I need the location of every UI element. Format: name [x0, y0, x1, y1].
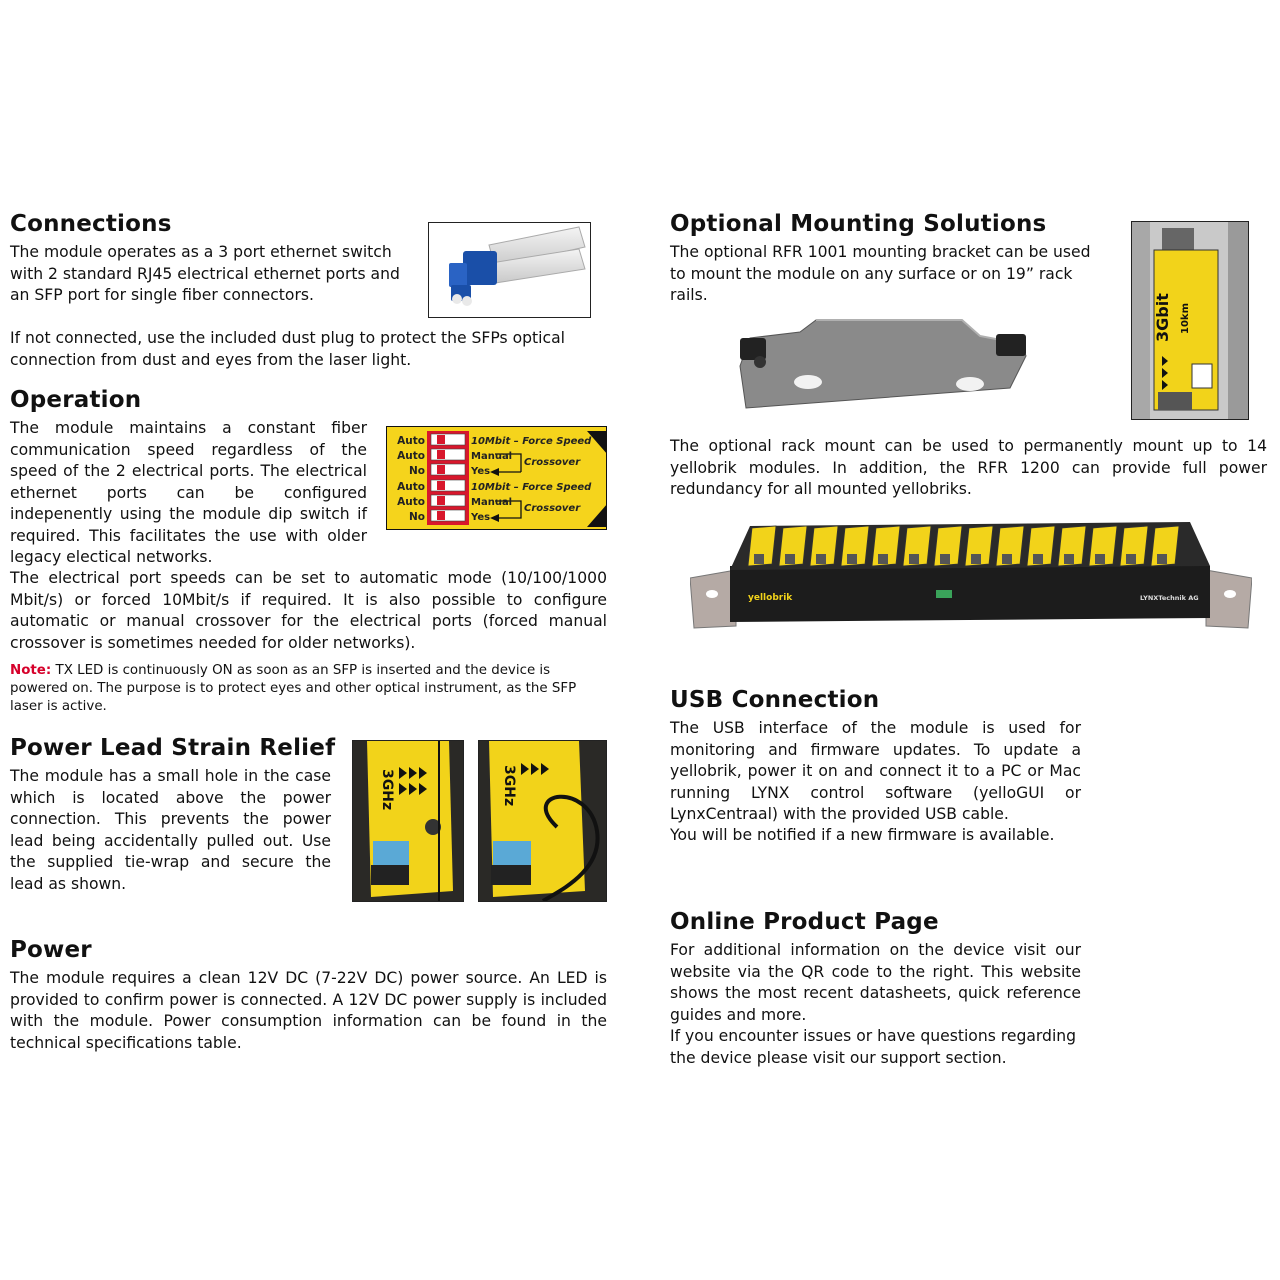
- operation-speed-text: The electrical port speeds can be set to automatic mode (10/100/1000 Mbit/s) or forced 10Mbit/s if required. It is also possible to configure automatic or manual crossover for the electrical ports (forced manual crossover is sometimes needed for older networks).: [10, 569, 607, 652]
- strain-relief-heading: Power Lead Strain Relief: [10, 735, 336, 761]
- mounting-heading: Optional Mounting Solutions: [670, 211, 1047, 237]
- rack-module-connector: [1095, 554, 1105, 564]
- rack-module-sublabel: 10km: [1180, 303, 1191, 334]
- mounting-text: The optional RFR 1001 mounting bracket can be used to mount the module on any surface or on 19” rack rails.: [670, 243, 1091, 304]
- rack-module-connector: [909, 554, 919, 564]
- operation-heading: Operation: [10, 387, 142, 413]
- operation-note: [10, 662, 610, 716]
- note-label: Note:: [10, 663, 52, 678]
- connections-dust-text: If not connected, use the included dust plug to protect the SFPs optical connection from dust and eyes from the laser light.: [10, 329, 565, 369]
- online-support-text: If you encounter issues or have questions regarding the device please visit our support section.: [670, 1027, 1077, 1067]
- rack-module-connector: [1033, 554, 1043, 564]
- rack-maker-label: LYNXTechnik AG: [1140, 594, 1199, 602]
- strain-relief-photo-1: [352, 740, 464, 902]
- rack-module-connector: [1002, 554, 1012, 564]
- dip-crossover-label-2: Crossover: [524, 503, 581, 514]
- rack-module-connector: [847, 554, 857, 564]
- rack-module-connector: [878, 554, 888, 564]
- rack-mount-text: The optional rack mount can be used to permanently mount up to 14 yellobrik modules. In addition, the RFR 1200 can provide full power redundancy for all mounted yellobriks.: [670, 437, 1267, 498]
- dip-right-labels: 10Mbit – Force Speed Manual Yes 10Mbit – Force Speed Manual Yes: [471, 436, 592, 524]
- online-heading: Online Product Page: [670, 909, 939, 935]
- dip-left-labels: Auto Auto No Auto Auto No: [397, 435, 425, 524]
- rack-module-connector: [785, 554, 795, 564]
- usb-text: The USB interface of the module is used for monitoring and firmware updates. To update a yellobrik, power it on and connect it to a PC or Mac running LYNX control software (yelloGUI or LynxCentraal) with the provided USB cable.: [670, 719, 1081, 823]
- rack-module-connector: [754, 554, 764, 564]
- usb-heading: USB Connection: [670, 687, 880, 713]
- module-label-1: 3GHz: [379, 769, 395, 811]
- rack-rail-module-image: [1131, 221, 1249, 420]
- rack-module-connector: [1064, 554, 1074, 564]
- rack-module-connector: [1157, 554, 1167, 564]
- dip-switch-diagram: [386, 426, 607, 530]
- module-label-2: 3GHz: [501, 765, 517, 807]
- strain-relief-photo-2: [478, 740, 607, 902]
- rack-module-label: 3Gbit: [1153, 293, 1172, 342]
- rack-module-connector: [1126, 554, 1136, 564]
- connections-heading: Connections: [10, 211, 172, 237]
- note-text: TX LED is continuously ON as soon as an SFP is inserted and the device is powered on. The purpose is to protect eyes and other optical instrument, as the SFP laser is active.: [10, 663, 577, 714]
- power-text: The module requires a clean 12V DC (7-22V DC) power source. An LED is provided to confirm power is connected. A 12V DC power supply is included with the module. Power consumption information can be found in the technical specifications table.: [10, 969, 607, 1052]
- operation-text: The module maintains a constant fiber communication speed regardless of the speed of the 2 electrical ports. The electrical ethernet ports can be configured indepenently using the module dip switch if required. This facilitates the use with older legacy electical networks.: [10, 419, 367, 566]
- lc-connector-image: [428, 222, 591, 318]
- rack-mount-image: [690, 518, 1252, 632]
- connections-text: The module operates as a 3 port ethernet switch with 2 standard RJ45 electrical ethernet ports and an SFP port for single fiber connectors.: [10, 243, 400, 304]
- rack-module-connector: [816, 554, 826, 564]
- rack-module-connector: [940, 554, 950, 564]
- mounting-bracket-image: [730, 316, 1042, 414]
- usb-firmware-text: You will be notified if a new firmware is available.: [670, 826, 1055, 844]
- power-heading: Power: [10, 937, 92, 963]
- rack-brand-label: yellobrik: [748, 593, 793, 603]
- online-text: For additional information on the device visit our website via the QR code to the right. This website shows the most recent datasheets, quick reference guides and more.: [670, 941, 1081, 1024]
- strain-relief-text: The module has a small hole in the case which is located above the power connection. This prevents the power lead being accidentally pulled out. Use the supplied tie-wrap and secure the lead as shown.: [10, 767, 331, 893]
- rack-module-connector: [971, 554, 981, 564]
- dip-crossover-label-1: Crossover: [524, 457, 581, 468]
